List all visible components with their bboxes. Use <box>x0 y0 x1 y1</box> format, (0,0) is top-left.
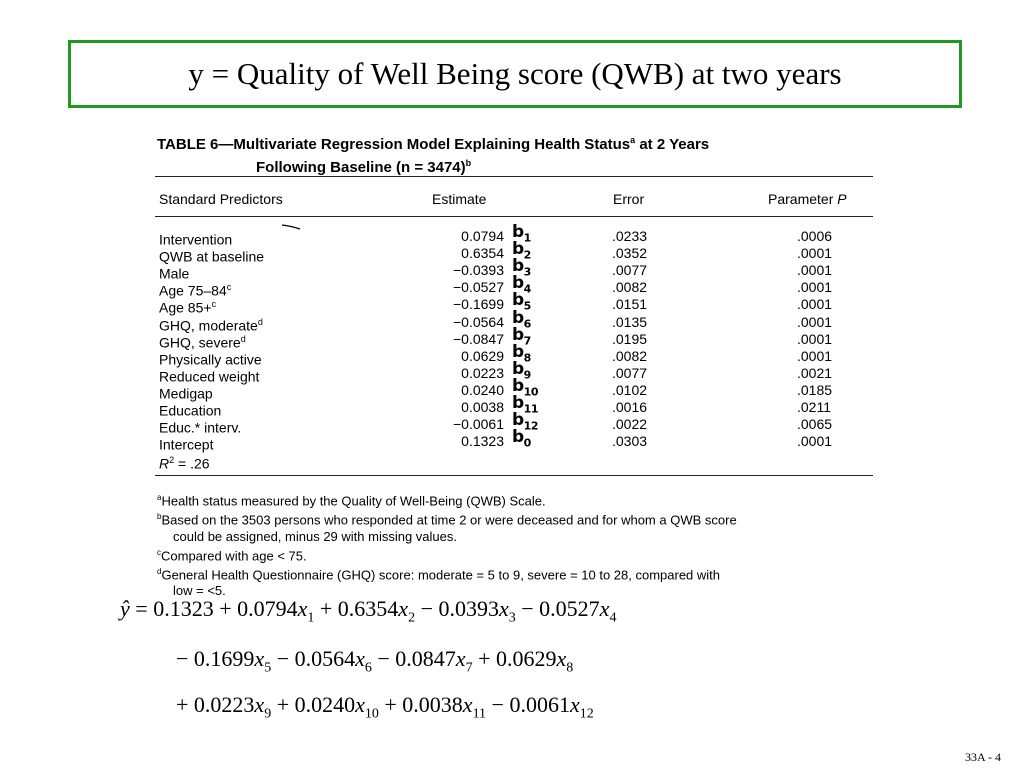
p-value-cell: .0001 <box>797 347 833 364</box>
estimate-cell: 0.0240 <box>461 381 504 398</box>
equation-line-3 <box>176 692 594 722</box>
handwritten-b-subscript: 12 <box>523 419 538 433</box>
error-cell: .0082 <box>612 347 648 364</box>
equation-operator: + <box>176 692 194 717</box>
equation-variable-subscript: 4 <box>609 610 617 626</box>
equation-variable-subscript: 11 <box>472 706 487 722</box>
handwritten-b: b <box>512 273 524 294</box>
equation-variable: x <box>569 692 580 717</box>
header-estimate: Estimate <box>432 191 487 207</box>
equation-variable-subscript: 5 <box>264 660 272 676</box>
equation-variable: x <box>462 692 473 717</box>
equation-operator: − <box>371 646 396 671</box>
r-squared <box>159 452 210 473</box>
table-title-line2-wrap <box>157 154 897 177</box>
handwritten-b-subscript: 0 <box>523 436 531 450</box>
handwritten-coefficient-label <box>512 429 531 451</box>
handwritten-b: b <box>512 256 524 277</box>
equation-operator: − <box>486 692 510 717</box>
equation-operator: + <box>213 596 238 621</box>
footnote <box>157 490 877 509</box>
equation-coefficient: 0.0564 <box>294 646 356 671</box>
footnote-mark: a <box>157 493 162 502</box>
estimate-cell: 0.0038 <box>461 399 504 415</box>
pen-stroke-mark <box>281 224 301 230</box>
estimate-cell: −0.0527 <box>453 279 504 296</box>
footnote-mark: d <box>157 566 162 576</box>
equation-variable: x <box>599 596 610 621</box>
predictor-footnote-mark: c <box>211 299 217 310</box>
handwritten-b-subscript: 3 <box>523 265 531 279</box>
p-value-cell: .0001 <box>797 262 833 279</box>
error-cell: .0077 <box>612 364 648 381</box>
footnote-text: Based on the 3503 persons who responded at time 2 or were deceased and for whom a QWB score <box>161 512 737 528</box>
p-value-cell: .0185 <box>797 381 833 398</box>
equation-operator: = <box>129 596 154 621</box>
footnote-continuation: low = <5. <box>173 583 226 599</box>
equation-operator: + <box>271 692 295 717</box>
table-dash: — <box>218 136 234 153</box>
handwritten-b: b <box>512 393 524 413</box>
p-value-cell: .0021 <box>797 364 833 381</box>
header-parameter-p: P <box>837 191 847 207</box>
equation-variable: x <box>297 596 308 621</box>
estimate-cell: −0.0061 <box>453 416 504 433</box>
table-title-line1-end: at 2 Years <box>635 136 710 153</box>
error-cell: .0303 <box>612 433 648 450</box>
equation-variable: x <box>355 646 365 671</box>
estimate-cell: −0.0847 <box>453 330 504 347</box>
estimate-cell: 0.0629 <box>461 347 504 364</box>
table-title-line2: Following Baseline (n = 3474) <box>256 159 466 176</box>
handwritten-b-subscript: 4 <box>523 282 531 296</box>
handwritten-b: b <box>512 324 524 345</box>
equation-operator: + <box>472 646 496 671</box>
table-header-rule <box>155 216 873 217</box>
predictor-cell <box>159 433 213 454</box>
footnote <box>157 509 877 528</box>
predictor-footnote-mark: d <box>257 316 263 327</box>
error-cell: .0233 <box>612 228 648 244</box>
equation-variable-subscript: 2 <box>408 610 416 626</box>
equation-variable-subscript: 9 <box>264 706 272 722</box>
equation-coefficient: 0.0393 <box>438 596 499 621</box>
error-cell: .0352 <box>612 245 648 262</box>
p-value-cell: .0001 <box>797 279 833 296</box>
footnote-mark: c <box>157 547 161 557</box>
predictor-footnote-mark: d <box>240 333 246 344</box>
error-cell: .0082 <box>612 279 648 296</box>
equation-coefficient: 0.0240 <box>294 692 356 717</box>
header-parameter-label: Parameter <box>768 191 838 207</box>
predictor-name: Physically active <box>159 351 262 368</box>
p-value-cell: .0001 <box>797 245 833 262</box>
handwritten-b-subscript: 11 <box>523 402 538 416</box>
handwritten-b-subscript: 2 <box>523 248 531 262</box>
p-value-cell: .0211 <box>797 399 831 415</box>
handwritten-b: b <box>512 341 524 362</box>
p-value-cell: .0065 <box>797 416 833 433</box>
equation-coefficient: 0.0038 <box>402 692 463 717</box>
equation-lhs: ŷ <box>120 596 130 621</box>
error-cell: .0102 <box>612 381 648 398</box>
footnote-text: Compared with age < 75. <box>161 547 307 563</box>
predictor-name: GHQ, moderate <box>159 317 258 334</box>
slide-title: y = Quality of Well Being score (QWB) at two years <box>188 56 842 91</box>
equation-operator: − <box>515 596 540 621</box>
equation-variable-subscript: 7 <box>465 660 473 676</box>
handwritten-b-subscript: 8 <box>523 351 531 365</box>
equation-operator: − <box>271 646 295 671</box>
footnote-text: General Health Questionnaire (GHQ) score: moderate = 5 to 9, severe = 10 to 28, compared with <box>161 567 721 583</box>
table-label: TABLE 6 <box>157 136 219 153</box>
equation-variable-subscript: 6 <box>364 660 372 676</box>
p-value-cell: .0001 <box>797 433 833 450</box>
header-parameter <box>768 191 847 207</box>
p-value-cell: .0006 <box>797 228 833 244</box>
equation-operator: − <box>415 596 439 621</box>
equation-variable-subscript: 3 <box>508 610 516 626</box>
predictor-name: Educ.* interv. <box>159 419 242 436</box>
predictor-name: Intervention <box>159 231 233 248</box>
estimate-cell: 0.6354 <box>461 245 504 262</box>
equation-variable: x <box>254 646 265 671</box>
table-top-rule <box>155 176 873 177</box>
p-value-cell: .0001 <box>797 330 833 347</box>
footnotes <box>157 490 877 599</box>
footnote <box>157 545 877 564</box>
equation-variable: x <box>455 646 466 671</box>
table-title-sup-b: b <box>465 158 472 168</box>
estimate-cell: −0.0564 <box>453 313 504 330</box>
handwritten-b: b <box>512 427 524 448</box>
predictor-name: Reduced weight <box>159 368 260 385</box>
estimate-cell: −0.0393 <box>453 262 504 279</box>
handwritten-b-subscript: 1 <box>523 231 531 245</box>
equation-variable: x <box>398 596 409 621</box>
equation-coefficient: 0.0847 <box>395 646 456 671</box>
slide-title-box <box>68 40 962 108</box>
predictor-name: Age 85+ <box>159 300 212 317</box>
handwritten-b: b <box>512 358 524 379</box>
equation-variable-subscript: 8 <box>566 660 574 676</box>
footnote-text: Health status measured by the Quality of Well-Being (QWB) Scale. <box>161 493 546 509</box>
predictor-name: Age 75–84 <box>159 282 227 299</box>
handwritten-b: b <box>512 410 524 431</box>
header-error: Error <box>613 191 645 207</box>
handwritten-b-subscript: 9 <box>523 368 531 382</box>
equation-coefficient: 0.1323 <box>153 596 214 621</box>
table-title <box>157 131 897 177</box>
footnote <box>157 564 877 583</box>
estimate-cell: 0.0794 <box>461 228 504 244</box>
estimate-cell: 0.0223 <box>461 364 504 381</box>
equation-operator: + <box>314 596 338 621</box>
equation-variable: x <box>556 646 567 671</box>
error-cell: .0077 <box>612 262 648 279</box>
p-value-cell: .0001 <box>797 313 833 330</box>
equation-coefficient: 0.0223 <box>193 692 255 717</box>
header-predictors: Standard Predictors <box>159 191 283 207</box>
equation-line-2 <box>176 646 573 676</box>
error-cell: .0135 <box>612 313 648 330</box>
equation-operator: + <box>378 692 403 717</box>
error-cell: .0022 <box>612 416 648 433</box>
equation-variable: x <box>355 692 365 717</box>
equation-operator: − <box>176 646 194 671</box>
equation-line-1 <box>120 596 616 626</box>
predictor-name: Medigap <box>159 385 213 402</box>
predictor-name: GHQ, severe <box>159 334 241 351</box>
handwritten-b-subscript: 6 <box>523 316 531 330</box>
footnote-continuation: could be assigned, minus 29 with missing values. <box>173 528 457 544</box>
footnote-mark: b <box>157 512 162 522</box>
handwritten-b: b <box>512 290 524 311</box>
equation-variable: x <box>254 692 265 717</box>
equation-variable: x <box>498 596 509 621</box>
predictor-footnote-mark: c <box>226 282 232 293</box>
handwritten-b: b <box>512 222 524 242</box>
equation-variable-subscript: 12 <box>579 706 594 722</box>
r-squared-sup: 2 <box>169 455 175 465</box>
equation-variable-subscript: 10 <box>364 706 379 722</box>
equation-coefficient: 0.1699 <box>193 646 255 671</box>
equation-coefficient: 0.0629 <box>495 646 557 671</box>
handwritten-b: b <box>512 375 524 396</box>
estimate-cell: 0.1323 <box>461 433 504 450</box>
p-value-cell: .0001 <box>797 296 833 313</box>
equation-coefficient: 0.0527 <box>539 596 600 621</box>
handwritten-b: b <box>512 307 524 328</box>
error-cell: .0016 <box>612 399 648 415</box>
error-cell: .0151 <box>612 296 648 313</box>
slide-number: 33A - 4 <box>965 750 1001 764</box>
table-title-sup-a: a <box>630 135 636 145</box>
equation-coefficient: 0.0794 <box>237 596 298 621</box>
estimate-cell: −0.1699 <box>453 296 504 313</box>
handwritten-b: b <box>512 239 524 260</box>
predictor-name: Male <box>159 265 190 282</box>
equation-variable-subscript: 1 <box>307 610 315 626</box>
table-title-line1: Multivariate Regression Model Explaining Health Status <box>233 136 631 153</box>
predictor-name: Intercept <box>159 436 214 453</box>
handwritten-b-subscript: 7 <box>523 333 531 347</box>
equation-coefficient: 0.0061 <box>509 692 570 717</box>
predictor-name: QWB at baseline <box>159 248 265 265</box>
r-squared-label: R <box>159 455 170 472</box>
r-squared-value: = .26 <box>174 455 210 472</box>
handwritten-b-subscript: 10 <box>523 385 538 399</box>
equation-coefficient: 0.6354 <box>337 596 399 621</box>
handwritten-b-subscript: 5 <box>523 299 531 313</box>
error-cell: .0195 <box>612 330 648 347</box>
predictor-name: Education <box>159 402 222 419</box>
table-bottom-rule <box>155 475 873 476</box>
